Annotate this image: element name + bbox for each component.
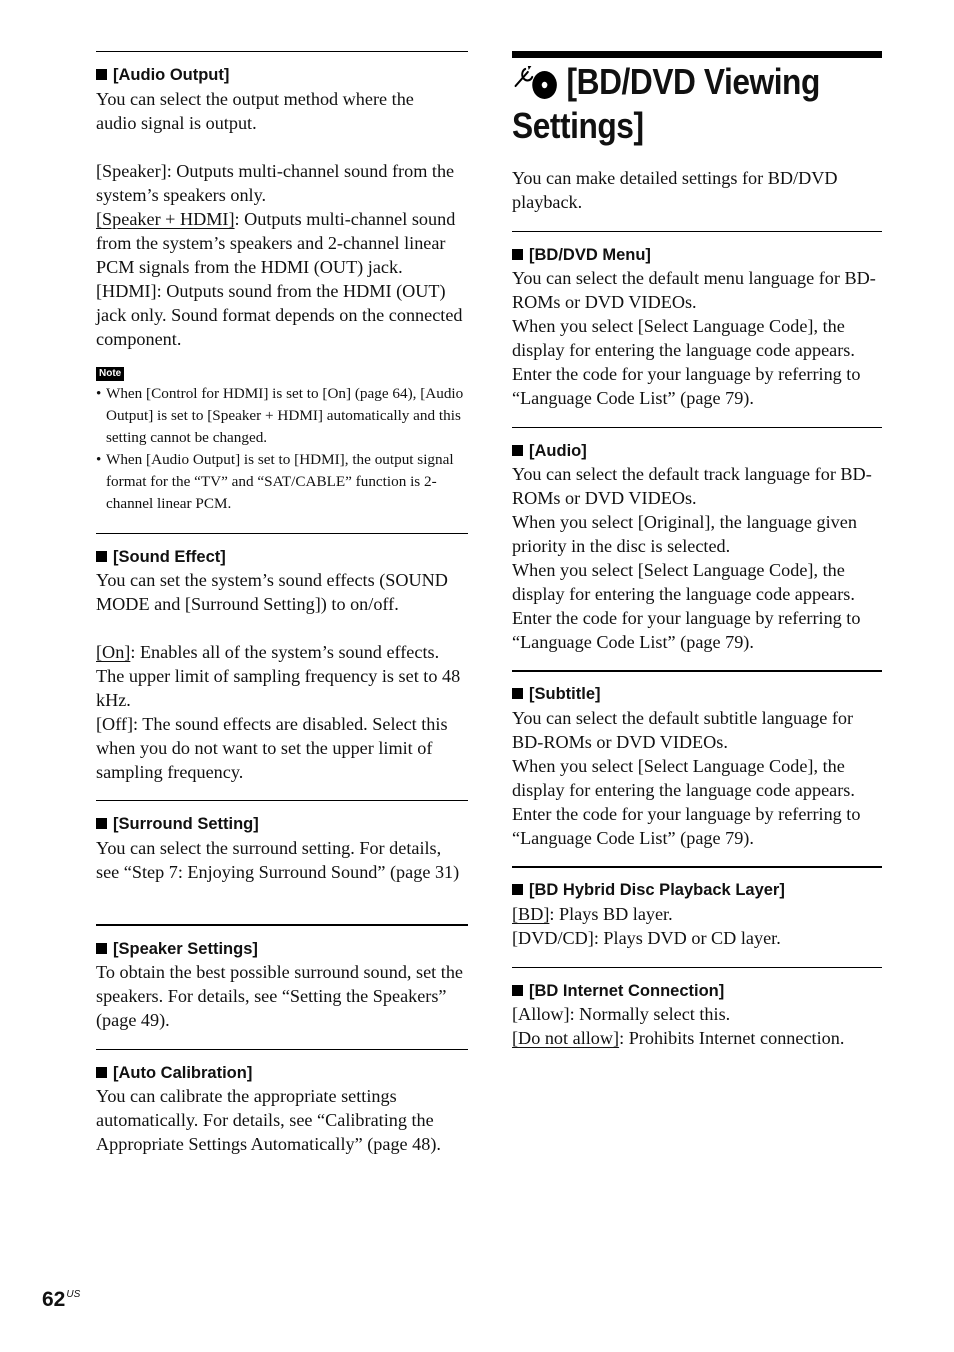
square-bullet-icon: [512, 985, 523, 996]
section-title: [BD/DVD Viewing Settings]: [512, 61, 820, 146]
sound-effect-heading: [Sound Effect]: [96, 547, 226, 567]
square-bullet-icon: [512, 688, 523, 699]
sound-effect-body: You can set the system’s sound effects (SOUND MODE and [Surround Setting]) to on/off. [On]: Enables all of the system’s sound effects. The upper limit of sampling frequency is set to 48 kHz. [Off]: The sound effects are disabled. Select this when you do not want to set the upper limit of sampling frequency.: [96, 570, 461, 782]
page-number: $62^{US}$: [42, 1288, 81, 1311]
audio-heading: [Audio]: [512, 441, 587, 461]
section-divider: [512, 967, 882, 968]
note-list: [96, 383, 468, 516]
note-item: • When [Control for HDMI] is set to [On] (page 64), [Audio Output] is set to [Speaker + HDMI] automatically and this setting cannot be changed.: [96, 385, 464, 446]
viewing-intro: You can make detailed settings for BD/DVD playback.: [512, 168, 838, 212]
square-bullet-icon: [96, 943, 107, 954]
audio-output-body: You can select the output method where the audio signal is output. [Speaker]: Outputs multi-channel sound from the system’s speakers only. [Speaker + HDMI]: Outputs multi-channel sound from the system’s speakers and 2-channel linear PCM signals from the HDMI (OUT) jack. [HDMI]: Outputs sound from the HDMI (OUT) jack only. Sound format depends on the connected component.: [96, 89, 463, 349]
auto-calibration-body: You can calibrate the appropriate settings automatically. For details, see “Calibrating the Appropriate Settings Automatically” (page 48).: [96, 1086, 441, 1154]
internet-heading: [BD Internet Connection]: [512, 981, 724, 1001]
internet-body: [Allow]: Normally select this. [Do not allow]: Prohibits Internet connection.: [512, 1004, 845, 1048]
section-divider: [96, 800, 468, 801]
section-divider: [512, 866, 882, 868]
square-bullet-icon: [96, 1067, 107, 1078]
section-divider: [512, 670, 882, 672]
section-divider: [96, 51, 468, 52]
section-divider: [96, 1049, 468, 1050]
surround-setting-body: You can select the surround setting. For details, see “Step 7: Enjoying Surround Sound” (page 31): [96, 838, 460, 882]
title-bar: [512, 51, 882, 58]
section-divider: [512, 427, 882, 428]
wrench-disc-icon: [512, 60, 561, 100]
bd-dvd-menu-body: You can select the default menu language for BD-ROMs or DVD VIDEOs. When you select [Select Language Code], the display for entering the language code appears. Enter the code for your language by referring to “Language Code List” (page 79).: [512, 268, 876, 408]
square-bullet-icon: [512, 445, 523, 456]
square-bullet-icon: [512, 249, 523, 260]
square-bullet-icon: [96, 551, 107, 562]
auto-calibration-heading: [Auto Calibration]: [96, 1063, 252, 1083]
surround-setting-heading: [Surround Setting]: [96, 814, 259, 834]
section-divider: [512, 231, 882, 232]
note-label: Note: [96, 367, 124, 381]
subtitle-heading: [Subtitle]: [512, 684, 601, 704]
square-bullet-icon: [512, 884, 523, 895]
note-item: • When [Audio Output] is set to [HDMI], the output signal format for the “TV” and “SAT/CABLE” function is 2-channel linear PCM.: [96, 451, 454, 512]
square-bullet-icon: [96, 69, 107, 80]
speaker-settings-body: To obtain the best possible surround sound, set the speakers. For details, see “Setting the Speakers” (page 49).: [96, 962, 463, 1030]
hybrid-heading: [BD Hybrid Disc Playback Layer]: [512, 880, 785, 900]
bd-dvd-menu-heading: [BD/DVD Menu]: [512, 245, 651, 265]
hybrid-body: [BD]: Plays BD layer. [DVD/CD]: Plays DVD or CD layer.: [512, 904, 781, 948]
audio-output-heading: [Audio Output]: [96, 65, 229, 85]
square-bullet-icon: [96, 818, 107, 829]
section-divider: [96, 924, 468, 926]
audio-body: You can select the default track language for BD-ROMs or DVD VIDEOs. When you select [Original], the language given priority in the disc is selected. When you select [Select Language Code], the display for entering the language code appears. Enter the code for your language by referring to “Language Code List” (page 79).: [512, 464, 872, 652]
speaker-settings-heading: [Speaker Settings]: [96, 939, 258, 959]
section-divider: [96, 533, 468, 534]
subtitle-body: You can select the default subtitle language for BD-ROMs or DVD VIDEOs. When you select [Select Language Code], the display for entering the language code appears. Enter the code for your language by referring to “Language Code List” (page 79).: [512, 708, 861, 848]
